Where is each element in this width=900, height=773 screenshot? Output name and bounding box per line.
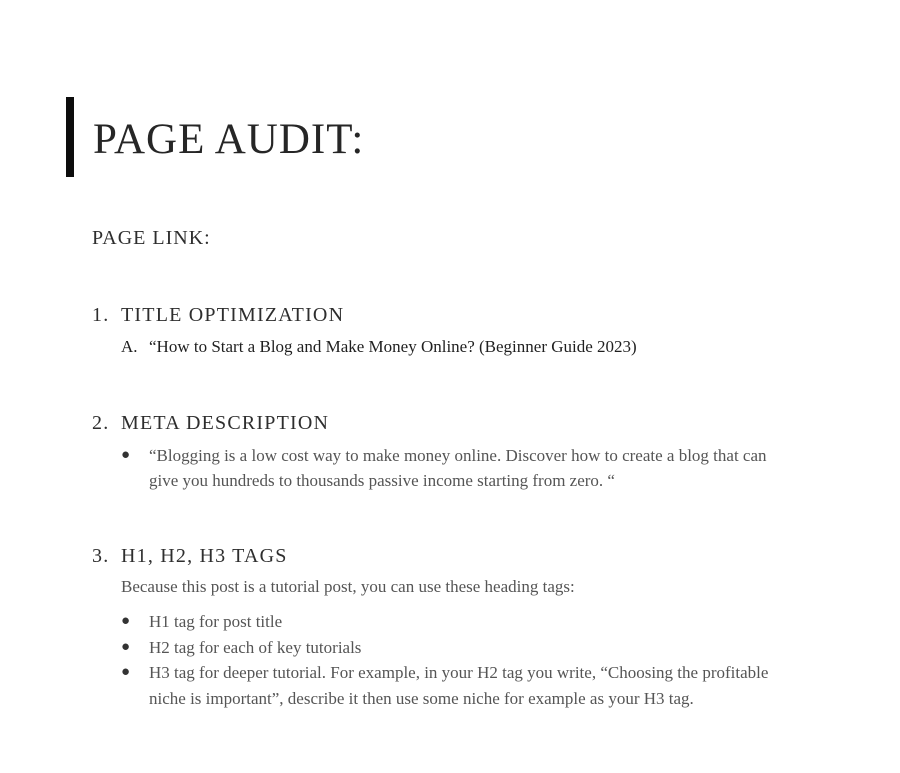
section-heading-text: META DESCRIPTION <box>121 412 330 434</box>
section-number: 2. <box>92 412 110 434</box>
bullet-icon: ● <box>121 638 131 655</box>
section-intro-text: Because this post is a tutorial post, you can use these heading tags: <box>121 577 575 596</box>
bullet-icon: ● <box>121 447 131 463</box>
list-item <box>92 660 769 711</box>
section-heading <box>92 411 812 435</box>
list-marker: A. <box>121 337 138 356</box>
bullet-icon: ● <box>121 664 131 680</box>
section-title-optimization <box>92 303 812 359</box>
section-heading <box>92 544 812 568</box>
bullet-icon: ● <box>121 613 131 629</box>
title-accent-bar <box>66 97 74 177</box>
list-item-text: H3 tag for deeper tutorial. For example, in your H2 tag you write, “Choosing the profitable niche is important”, describe it then use some niche for example as your H3 tag. <box>149 663 769 708</box>
bullet-list <box>92 609 812 711</box>
list-item-text: “Blogging is a low cost way to make money online. Discover how to create a blog that can give you hundreds to thousands passive income starting from zero. “ <box>149 446 767 490</box>
section-heading <box>92 303 812 327</box>
list-item <box>92 635 812 661</box>
list-item-text: H2 tag for each of key tutorials <box>149 637 362 657</box>
section-heading-text: H1, H2, H3 TAGS <box>121 545 288 567</box>
page-title: PAGE AUDIT: <box>93 116 365 163</box>
list-item-text: H1 tag for post title <box>149 612 283 631</box>
bullet-list <box>92 443 812 493</box>
section-meta-description <box>92 411 812 493</box>
section-number: 3. <box>92 545 110 567</box>
list-item <box>92 443 769 493</box>
section-heading-text: TITLE OPTIMIZATION <box>121 304 345 326</box>
section-number: 1. <box>92 304 110 326</box>
list-item <box>92 335 812 359</box>
list-item-text: “How to Start a Blog and Make Money Online? (Beginner Guide 2023) <box>149 337 637 356</box>
list-item <box>92 609 812 635</box>
section-heading-tags <box>92 544 812 711</box>
page-link-label: PAGE LINK: <box>92 227 211 249</box>
